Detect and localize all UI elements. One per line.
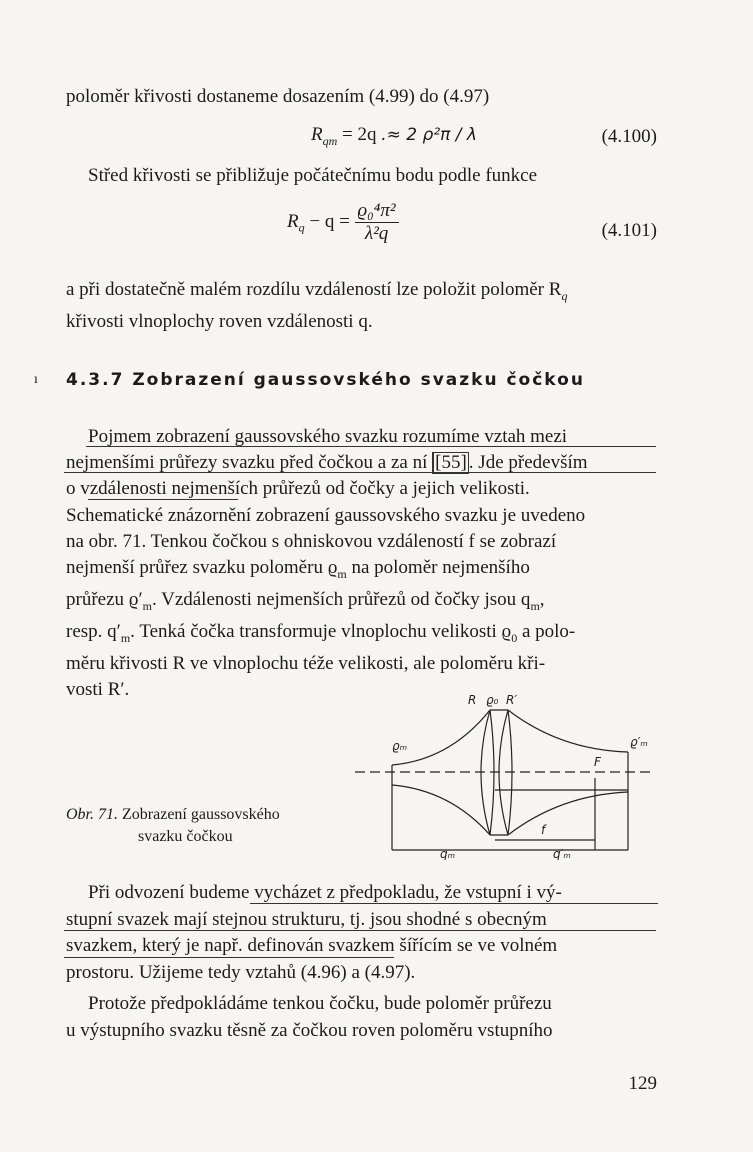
main-line-7-sub2: m <box>530 598 540 613</box>
underline-4 <box>250 903 658 904</box>
caption-line2: svazku čočkou <box>138 828 233 845</box>
last2-line-1: Protože předpokládáme tenkou čočku, bude poloměr průřezu <box>88 993 552 1014</box>
beam-upper-right <box>508 710 628 752</box>
section-heading <box>66 370 585 390</box>
page-number: 129 <box>628 1073 657 1094</box>
label-f: f <box>541 823 546 837</box>
para-small-sub: q <box>561 288 568 303</box>
label-rho-m: ϱₘ <box>392 739 408 753</box>
beam-lower-right <box>508 792 628 835</box>
eq101-denominator: λ²q <box>364 223 389 244</box>
main-line-7a: průřezu ϱ′ <box>66 589 143 611</box>
main-line-8-sub: m <box>120 630 131 645</box>
label-rho0: ϱ₀ <box>486 693 499 707</box>
last2-line-2: u výstupního svazku těsně za čočkou roven poloměru vstupního <box>66 1019 553 1041</box>
main-line-8 <box>66 619 656 651</box>
main-line-5: na obr. 71. Tenkou čočkou s ohniskovou vzdáleností f se zobrazí <box>66 530 557 552</box>
eq101-number: (4.101) <box>601 220 657 241</box>
label-q-m-prime: q′ₘ <box>553 847 571 860</box>
eq100-handwritten-note: .≈ 2 ρ²π / λ <box>381 125 477 145</box>
caption-line1: Zobrazení gaussovského <box>122 806 280 823</box>
equation-4-101 <box>287 200 399 245</box>
eq101-numerator: ϱ₀⁴π² <box>355 200 399 223</box>
main-line-1: Pojmem zobrazení gaussovského svazku rozumíme vztah mezi <box>88 426 568 447</box>
main-line-4: Schematické znázornění zobrazení gaussovského svazku je uvedeno <box>66 504 586 526</box>
main-line-7c: , <box>539 589 545 611</box>
equation-4-100 <box>311 124 477 149</box>
para-small-line1: a při dostatečně malém rozdílu vzdáleností lze položit poloměr R <box>66 279 562 300</box>
caption-label: Obr. 71. <box>66 806 119 823</box>
section-title: Zobrazení gaussovského svazku čočkou <box>132 370 585 390</box>
label-R: R <box>468 693 477 707</box>
underline-3 <box>88 499 238 500</box>
main-line-8a: resp. q′ <box>66 621 121 643</box>
main-line-6 <box>66 555 656 587</box>
figure-caption <box>66 804 280 848</box>
eq100-lhs: R <box>311 124 323 145</box>
para-small-line2: křivosti vlnoplochy roven vzdálenosti q. <box>66 310 373 332</box>
label-q-m: qₘ <box>440 847 456 860</box>
eq100-rhs: = 2q <box>342 124 377 145</box>
main-paragraph <box>66 424 656 703</box>
main-line-10: vosti R′. <box>66 679 130 701</box>
eq101-lhs-rest: − q = <box>304 210 350 232</box>
section-number: 4.3.7 <box>66 370 125 390</box>
main-line-3: o vzdálenosti nejmenších průřezů od čočky a jejich velikosti. <box>66 478 530 500</box>
main-line-6-sub: m <box>337 566 347 581</box>
para-small <box>66 277 656 335</box>
main-line-8-sub2: 0 <box>511 630 518 645</box>
main-line-7b: . Vzdálenosti nejmenších průřezů od čočky jsou q <box>151 589 531 611</box>
last1-line-2: stupní svazek mají stejnou strukturu, tj. jsou shodné s obecným <box>66 908 547 930</box>
beam-upper-left <box>392 710 490 765</box>
main-line-6a: nejmenší průřez svazku poloměru ϱ <box>66 557 338 579</box>
main-line-7 <box>66 587 656 619</box>
main-line-2a: nejmenšími průřezy svazku před čočkou a za ní <box>66 452 428 474</box>
eq101-fraction <box>355 200 399 245</box>
underline-5 <box>64 930 656 931</box>
label-R-prime: R′ <box>506 693 518 707</box>
beam-lower-left <box>392 785 490 835</box>
underline-6 <box>64 957 394 958</box>
eq101-lhs: R <box>287 210 299 232</box>
eq100-lhs-sub: qm <box>322 133 338 148</box>
margin-mark: ı <box>34 372 38 387</box>
last1-line-3: svazkem, který je např. definován svazkem šířícím se ve volném <box>66 935 558 956</box>
eq100-number: (4.100) <box>601 126 657 147</box>
underline-1 <box>86 446 656 447</box>
main-line-6b: na poloměr nejmenšího <box>346 557 530 579</box>
label-rho-m-prime: ϱ′ₘ <box>630 735 648 749</box>
citation-55: [55] <box>432 452 469 474</box>
figure-71 <box>340 690 670 860</box>
underline-2 <box>64 472 656 473</box>
main-line-7-sub: m <box>142 598 152 613</box>
label-F: F <box>594 755 601 769</box>
para-last-2 <box>66 991 656 1044</box>
main-line-8c: a polo- <box>517 621 576 643</box>
intro-line: poloměr křivosti dostaneme dosazením (4.99) do (4.97) <box>66 86 490 107</box>
main-line-8b: . Tenká čočka transformuje vlnoplochu velikosti ϱ <box>130 621 512 643</box>
eq101-lhs-sub: q <box>298 220 305 235</box>
para-last-1 <box>66 880 656 986</box>
last1-line-4: prostoru. Užijeme tedy vztahů (4.96) a (4.97). <box>66 961 416 983</box>
para-center: Střed křivosti se přibližuje počátečnímu bodu podle funkce <box>88 165 538 186</box>
main-line-9: měru křivosti R ve vlnoplochu téže velikosti, ale poloměru kři- <box>66 653 546 675</box>
last1-line-1: Při odvození budeme vycházet z předpokladu, že vstupní i vý- <box>88 882 562 903</box>
main-line-2b: . Jde především <box>468 452 588 474</box>
